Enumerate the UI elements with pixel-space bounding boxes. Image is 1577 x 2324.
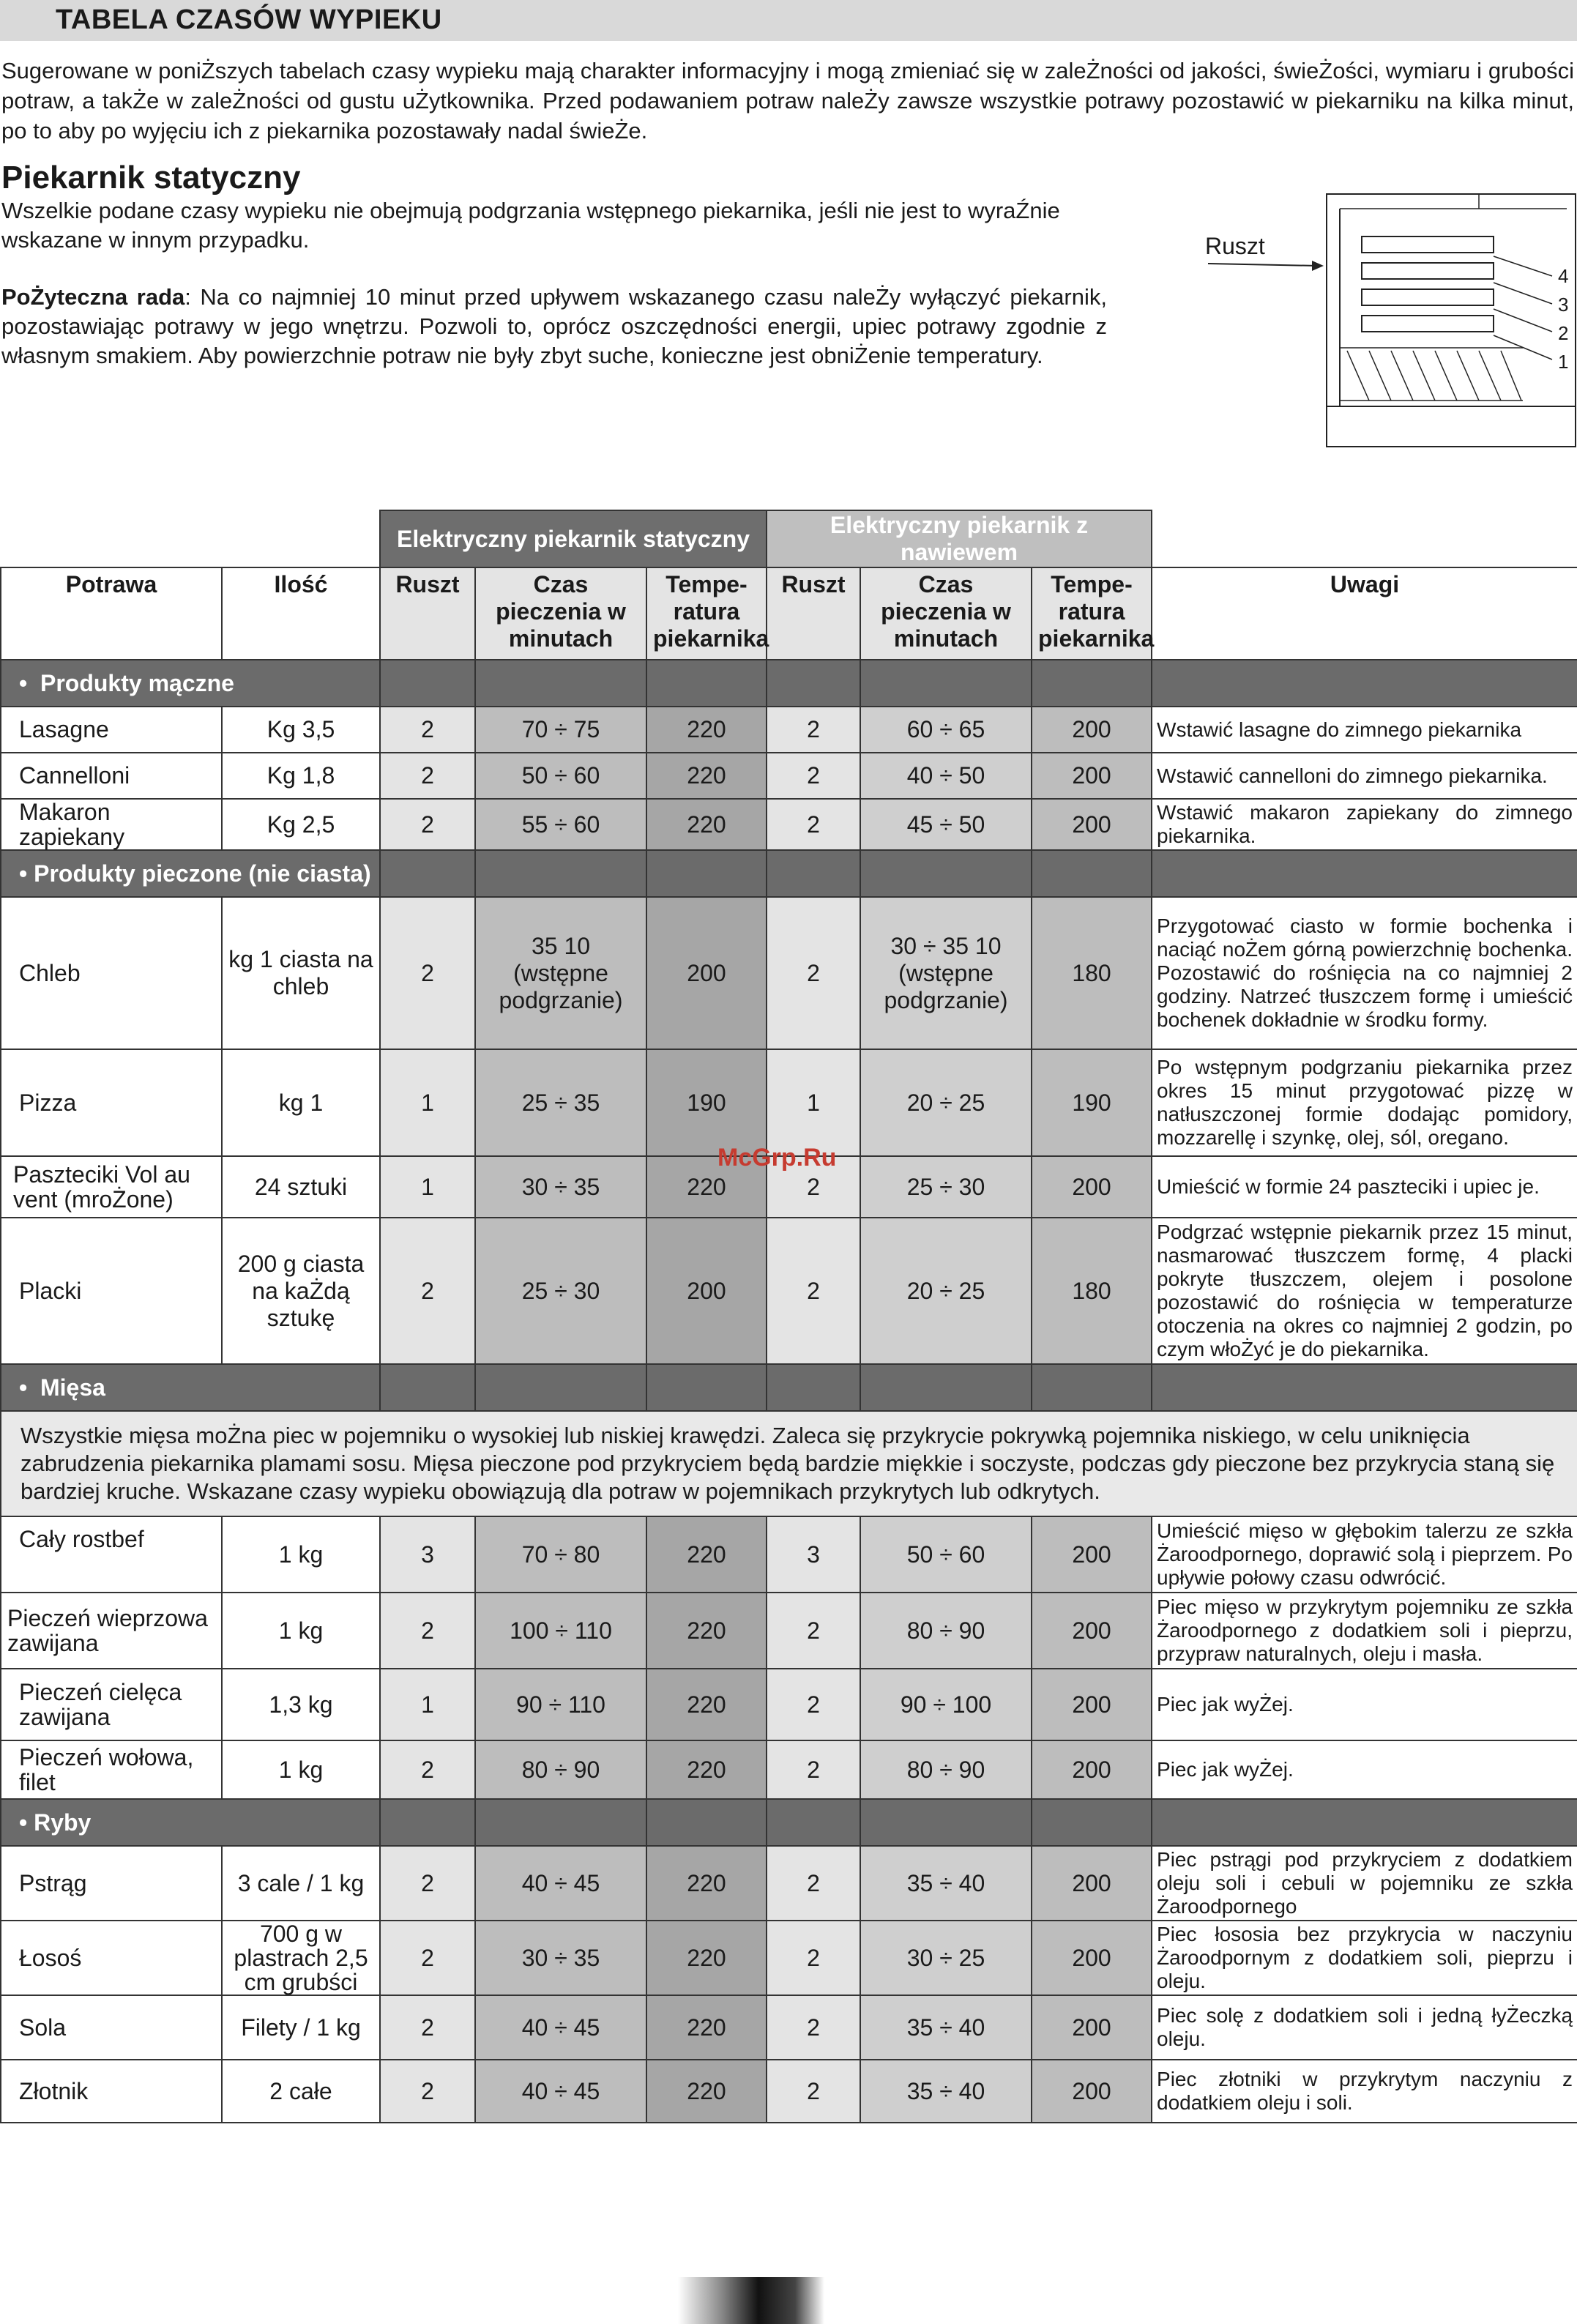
time-static-cell: 35 10 (wstępne podgrzanie) [475,897,646,1049]
col-header-rack-static: Ruszt [380,567,475,660]
note-cell: Po wstępnym podgrzaniu piekarnika przez okres 15 minut przygotować pizzę w natłuszczonej formie dodając pomidory, mozzarellę i szynkę, olej, sól, oregano. [1152,1049,1577,1156]
time-static-cell: 30 ÷ 35 [475,1156,646,1218]
table-row [1,2060,1577,2123]
table-row [1,1921,1577,1995]
rack-conv-cell: 2 [767,1846,860,1921]
dish-cell: Pstrąg [1,1846,222,1921]
temp-conv-cell: 200 [1032,799,1152,850]
col-header-dish: Potrawa [1,567,222,660]
rack-static-cell: 2 [380,799,475,850]
time-conv-cell: 90 ÷ 100 [860,1669,1032,1740]
time-static-cell: 40 ÷ 45 [475,1995,646,2060]
time-static-cell: 100 ÷ 110 [475,1593,646,1669]
time-conv-cell: 20 ÷ 25 [860,1049,1032,1156]
tip-text: : Na co najmniej 10 minut przed upływem wskazanego czasu naleŻy wyłączyć piekarnik, pozostawiając potrawy w jego wnętrzu. Pozwoli to, oprócz oszczędności energii, upiec potrawy zgodnie z własnym smakiem. Aby powierzchnie potraw nie były zbyt suche, konieczne jest obniŻenie temperatury. [1,284,1107,368]
time-conv-cell: 80 ÷ 90 [860,1740,1032,1799]
temp-static-cell: 220 [646,2060,767,2123]
category-fish: Ryby [34,1809,92,1836]
title-bar [0,0,1577,41]
time-static-cell: 90 ÷ 110 [475,1669,646,1740]
time-conv-cell: 60 ÷ 65 [860,707,1032,753]
temp-conv-cell: 200 [1032,753,1152,799]
watermark: McGrp.Ru [717,1144,837,1172]
note-cell: Wstawić cannelloni do zimnego piekarnika. [1152,753,1577,799]
time-conv-cell: 80 ÷ 90 [860,1593,1032,1669]
category-flour: Produkty mączne [40,669,234,696]
temp-conv-cell: 200 [1032,1516,1152,1593]
qty-cell: Kg 1,8 [222,753,380,799]
temp-static-cell: 200 [646,1218,767,1364]
time-static-cell: 25 ÷ 35 [475,1049,646,1156]
rack-conv-cell: 2 [767,1740,860,1799]
qty-cell: kg 1 ciasta na chleb [222,897,380,1049]
time-static-cell: 40 ÷ 45 [475,2060,646,2123]
col-header-qty: Ilość [222,567,380,660]
rack-level-1: 1 [1558,351,1569,373]
qty-cell: 24 sztuki [222,1156,380,1218]
rack-conv-cell: 1 [767,1049,860,1156]
category-row [1,1364,1577,1411]
time-conv-cell: 30 ÷ 35 10 (wstępne podgrzanie) [860,897,1032,1049]
time-static-cell: 30 ÷ 35 [475,1921,646,1995]
rack-conv-cell: 2 [767,897,860,1049]
dish-cell: Sola [1,1995,222,2060]
temp-conv-cell: 200 [1032,1156,1152,1218]
oven-rack-diagram [1201,187,1577,450]
temp-static-cell: 220 [646,1669,767,1740]
rack-level-3: 3 [1558,294,1569,316]
category-row [1,850,1577,897]
col-header-temp-conv: Tempe- ratura piekarnika [1032,567,1152,660]
time-conv-cell: 30 ÷ 25 [860,1921,1032,1995]
col-header-rack-conv: Ruszt [767,567,860,660]
baking-time-table [0,510,1577,2123]
table-row [1,799,1577,850]
bullet: • [19,669,28,696]
rack-conv-cell: 2 [767,707,860,753]
time-static-cell: 25 ÷ 30 [475,1218,646,1364]
col-header-notes: Uwagi [1152,567,1577,660]
dish-cell: Pizza [1,1049,222,1156]
temp-static-cell: 220 [646,1740,767,1799]
note-cell: Piec łososia bez przykrycia w naczyniu Żaroodpornym z dodatkiem soli, pieprzu i oleju. [1152,1921,1577,1995]
table-row [1,1740,1577,1799]
time-conv-cell: 20 ÷ 25 [860,1218,1032,1364]
rack-static-cell: 1 [380,1049,475,1156]
time-static-cell: 70 ÷ 80 [475,1516,646,1593]
note-cell: Przygotować ciasto w formie bochenka i naciąć noŻem górną powierzchnię bochenka. Pozostawić do rośnięcia na co najmniej 2 godziny. Natrzeć tłuszczem formę i umieścić bochenek dokładnie w środku formy. [1152,897,1577,1049]
bullet: • [19,1374,28,1401]
dish-cell: Placki [1,1218,222,1364]
temp-static-cell: 220 [646,707,767,753]
qty-cell: Kg 2,5 [222,799,380,850]
col-header-time-static: Czas pieczenia w minutach [475,567,646,660]
bullet: • [19,1809,28,1836]
rack-static-cell: 2 [380,2060,475,2123]
note-cell: Piec złotniki w przykrytym naczyniu z dodatkiem oleju i soli. [1152,2060,1577,2123]
rack-static-cell: 2 [380,1593,475,1669]
dish-cell: Łosoś [1,1921,222,1995]
temp-static-cell: 220 [646,753,767,799]
temp-static-cell: 200 [646,897,767,1049]
note-cell: Umieścić w formie 24 paszteciki i upiec je. [1152,1156,1577,1218]
category-meat: Mięsa [40,1374,105,1401]
dish-cell: Makaron zapiekany [1,799,222,850]
time-conv-cell: 40 ÷ 50 [860,753,1032,799]
dish-cell: Paszteciki Vol au vent (mroŻone) [1,1156,222,1218]
rack-static-cell: 2 [380,897,475,1049]
temp-conv-cell: 200 [1032,1846,1152,1921]
rack-static-cell: 1 [380,1156,475,1218]
note-cell: Podgrzać wstępnie piekarnik przez 15 minut, nasmarować tłuszczem formę, 4 placki pokryte tłuszczem, olejem i posolone pozostawić do rośnięcia w temperaturze otoczenia na okres co najmniej 2 godzin, po czym włoŻyć je do piekarnika. [1152,1218,1577,1364]
temp-static-cell: 220 [646,1593,767,1669]
time-conv-cell: 25 ÷ 30 [860,1156,1032,1218]
temp-static-cell: 220 [646,1846,767,1921]
table-row [1,753,1577,799]
bullet: • [19,860,28,887]
rack-static-cell: 2 [380,1846,475,1921]
temp-static-cell: 220 [646,1156,767,1218]
note-cell: Umieścić mięso w głębokim talerzu ze szkła Żaroodpornego, doprawić solą i pieprzem. Po upływie połowy czasu odwrócić. [1152,1516,1577,1593]
col-header-temp-static: Tempe- ratura piekarnika [646,567,767,660]
rack-conv-cell: 2 [767,799,860,850]
intro-paragraph: Sugerowane w poniŻszych tabelach czasy wypieku mają charakter informacyjny i mogą zmieniać się w zaleŻności od jakości, świeŻości, wymiaru i grubości potraw, a takŻe w zaleŻności od gustu uŻytkownika. Przed podawaniem potraw naleŻy zawsze wszystkie potrawy pozostawić w piekarniku na kilka minut, po to aby po wyjęciu ich z piekarnika pozostawały nadal świeŻe. [1,58,1574,144]
table-row [1,707,1577,753]
category-baked: Produkty pieczone (nie ciasta) [34,860,371,887]
dish-cell: Lasagne [1,707,222,753]
rack-static-cell: 2 [380,1740,475,1799]
table-row [1,1669,1577,1740]
time-static-cell: 80 ÷ 90 [475,1740,646,1799]
rack-static-cell: 2 [380,1218,475,1364]
temp-conv-cell: 200 [1032,1995,1152,2060]
temp-conv-cell: 180 [1032,1218,1152,1364]
col-header-time-conv: Czas pieczenia w minutach [860,567,1032,660]
dish-cell: Pieczeń cielęca zawijana [1,1669,222,1740]
time-static-cell: 55 ÷ 60 [475,799,646,850]
rack-diagram-label: Ruszt [1205,233,1265,259]
rack-static-cell: 1 [380,1669,475,1740]
time-conv-cell: 50 ÷ 60 [860,1516,1032,1593]
temp-conv-cell: 190 [1032,1049,1152,1156]
table-row [1,1218,1577,1364]
note-cell: Piec pstrągi pod przykryciem z dodatkiem oleju soli i cebuli w pojemniku ze szkła Żaroodpornego [1152,1846,1577,1921]
dish-cell: Złotnik [1,2060,222,2123]
category-row [1,660,1577,707]
time-conv-cell: 35 ÷ 40 [860,1995,1032,2060]
time-conv-cell: 35 ÷ 40 [860,1846,1032,1921]
rack-static-cell: 3 [380,1516,475,1593]
temp-static-cell: 220 [646,1921,767,1995]
table-row [1,1593,1577,1669]
rack-conv-cell: 2 [767,2060,860,2123]
qty-cell: 1 kg [222,1593,380,1669]
category-row [1,1799,1577,1846]
table-row [1,1995,1577,2060]
time-static-cell: 70 ÷ 75 [475,707,646,753]
table-row [1,1049,1577,1156]
note-cell: Piec jak wyŻej. [1152,1669,1577,1740]
table-row [1,1846,1577,1921]
temp-static-cell: 220 [646,1516,767,1593]
page-title: TABELA CZASÓW WYPIEKU [56,4,442,35]
note-cell: Wstawić lasagne do zimnego piekarnika [1152,707,1577,753]
footer-gradient-tab [678,2277,824,2324]
dish-cell: Cały rostbef [1,1516,222,1593]
qty-cell: 200 g ciasta na kaŻdą sztukę [222,1218,380,1364]
temp-conv-cell: 200 [1032,2060,1152,2123]
tip-paragraph [1,283,1107,370]
qty-cell: 700 g w plastrach 2,5 cm grubści [222,1921,380,1995]
note-cell: Piec jak wyŻej. [1152,1740,1577,1799]
temp-conv-cell: 200 [1032,1740,1152,1799]
meat-info-text: Wszystkie mięsa moŻna piec w pojemniku o wysokiej lub niskiej krawędzi. Zaleca się przykrycie pokrywką pojemnika niskiego, w celu uniknięcia zabrudzenia piekarnika plamami sosu. Mięsa pieczone pod przykryciem będą bardzie miękkie i soczyste, podczas gdy pieczone bez przykrycia staną się bardziej kruche. Wskazane czasy wypieku obowiązują dla potraw w pojemnikach przykrytych lub odkrytych. [1,1411,1577,1516]
group-static-oven: Elektryczny piekarnik statyczny [380,510,767,567]
temp-static-cell: 190 [646,1049,767,1156]
rack-conv-cell: 2 [767,1921,860,1995]
rack-conv-cell: 2 [767,1995,860,2060]
qty-cell: 1 kg [222,1516,380,1593]
rack-conv-cell: 2 [767,1156,860,1218]
rack-static-cell: 2 [380,1995,475,2060]
time-static-cell: 40 ÷ 45 [475,1846,646,1921]
time-conv-cell: 35 ÷ 40 [860,2060,1032,2123]
rack-static-cell: 2 [380,707,475,753]
rack-conv-cell: 2 [767,1593,860,1669]
tip-label: PoŻyteczna rada [1,284,185,310]
rack-conv-cell: 2 [767,753,860,799]
qty-cell: 1 kg [222,1740,380,1799]
section-title: Piekarnik statyczny [1,160,301,195]
dish-cell: Pieczeń wołowa, filet [1,1740,222,1799]
temp-conv-cell: 180 [1032,897,1152,1049]
time-static-cell: 50 ÷ 60 [475,753,646,799]
dish-cell: Chleb [1,897,222,1049]
table-row [1,897,1577,1049]
group-convection-oven: Elektryczny piekarnik z nawiewem [767,510,1152,567]
qty-cell: 3 cale / 1 kg [222,1846,380,1921]
section-paragraph: Wszelkie podane czasy wypieku nie obejmują podgrzania wstępnego piekarnika, jeśli nie jest to wyraŹnie wskazane w innym przypadku. [1,198,1060,253]
table-row [1,1516,1577,1593]
note-cell: Piec mięso w przykrytym pojemniku ze szkła Żaroodpornego z dodatkiem soli i pieprzu, przypraw naturalnych, oleju i masła. [1152,1593,1577,1669]
note-cell: Piec solę z dodatkiem soli i jedną łyŻeczką oleju. [1152,1995,1577,2060]
rack-level-2: 2 [1558,322,1569,344]
rack-conv-cell: 2 [767,1218,860,1364]
note-cell: Wstawić makaron zapiekany do zimnego piekarnika. [1152,799,1577,850]
qty-cell: Kg 3,5 [222,707,380,753]
temp-conv-cell: 200 [1032,1921,1152,1995]
dish-cell: Cannelloni [1,753,222,799]
meat-info-row [1,1411,1577,1516]
qty-cell: Filety / 1 kg [222,1995,380,2060]
rack-conv-cell: 2 [767,1669,860,1740]
qty-cell: kg 1 [222,1049,380,1156]
temp-static-cell: 220 [646,1995,767,2060]
dish-cell: Pieczeń wieprzowa zawijana [1,1593,222,1669]
temp-static-cell: 220 [646,799,767,850]
temp-conv-cell: 200 [1032,1593,1152,1669]
qty-cell: 2 całe [222,2060,380,2123]
rack-static-cell: 2 [380,1921,475,1995]
rack-level-4: 4 [1558,265,1569,287]
temp-conv-cell: 200 [1032,707,1152,753]
rack-static-cell: 2 [380,753,475,799]
time-conv-cell: 45 ÷ 50 [860,799,1032,850]
rack-conv-cell: 3 [767,1516,860,1593]
temp-conv-cell: 200 [1032,1669,1152,1740]
qty-cell: 1,3 kg [222,1669,380,1740]
